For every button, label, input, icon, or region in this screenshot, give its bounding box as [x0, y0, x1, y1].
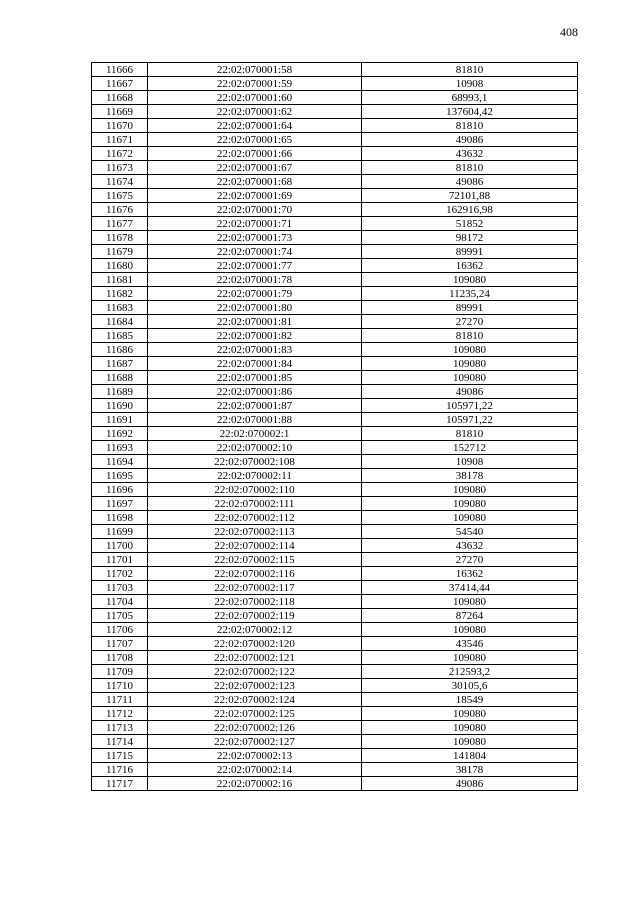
- cadastral-number-cell: 22:02:070001:80: [148, 301, 362, 315]
- row-number-cell: 11667: [92, 77, 148, 91]
- cadastral-number-cell: 22:02:070001:58: [148, 63, 362, 77]
- register-table: [91, 62, 578, 791]
- value-cell: 54540: [362, 525, 578, 539]
- table-row: [92, 623, 578, 637]
- value-cell: 27270: [362, 553, 578, 567]
- table-row: [92, 287, 578, 301]
- value-cell: 81810: [362, 161, 578, 175]
- row-number-cell: 11700: [92, 539, 148, 553]
- cadastral-number-cell: 22:02:070002:10: [148, 441, 362, 455]
- cadastral-number-cell: 22:02:070002:117: [148, 581, 362, 595]
- cadastral-number-cell: 22:02:070001:81: [148, 315, 362, 329]
- value-cell: 10908: [362, 455, 578, 469]
- table-row: [92, 343, 578, 357]
- cadastral-number-cell: 22:02:070001:74: [148, 245, 362, 259]
- cadastral-number-cell: 22:02:070001:67: [148, 161, 362, 175]
- table-row: [92, 273, 578, 287]
- value-cell: 43632: [362, 539, 578, 553]
- cadastral-number-cell: 22:02:070001:59: [148, 77, 362, 91]
- cadastral-number-cell: 22:02:070002:1: [148, 427, 362, 441]
- value-cell: 49086: [362, 133, 578, 147]
- row-number-cell: 11679: [92, 245, 148, 259]
- cadastral-number-cell: 22:02:070002:112: [148, 511, 362, 525]
- table-row: [92, 245, 578, 259]
- value-cell: 89991: [362, 301, 578, 315]
- cadastral-number-cell: 22:02:070002:127: [148, 735, 362, 749]
- cadastral-number-cell: 22:02:070002:113: [148, 525, 362, 539]
- value-cell: 30105,6: [362, 679, 578, 693]
- table-row: [92, 441, 578, 455]
- cadastral-number-cell: 22:02:070001:88: [148, 413, 362, 427]
- cadastral-number-cell: 22:02:070002:124: [148, 693, 362, 707]
- value-cell: 98172: [362, 231, 578, 245]
- table-row: [92, 539, 578, 553]
- value-cell: 38178: [362, 763, 578, 777]
- table-row: [92, 385, 578, 399]
- cadastral-number-cell: 22:02:070001:86: [148, 385, 362, 399]
- table-row: [92, 749, 578, 763]
- table-row: [92, 259, 578, 273]
- cadastral-number-cell: 22:02:070001:62: [148, 105, 362, 119]
- table-row: [92, 777, 578, 791]
- table-row: [92, 175, 578, 189]
- row-number-cell: 11705: [92, 609, 148, 623]
- row-number-cell: 11671: [92, 133, 148, 147]
- table-row: [92, 679, 578, 693]
- cadastral-number-cell: 22:02:070001:70: [148, 203, 362, 217]
- cadastral-number-cell: 22:02:070001:78: [148, 273, 362, 287]
- value-cell: 43546: [362, 637, 578, 651]
- register-table-body: [92, 63, 578, 791]
- cadastral-number-cell: 22:02:070001:84: [148, 357, 362, 371]
- table-row: [92, 511, 578, 525]
- row-number-cell: 11702: [92, 567, 148, 581]
- table-row: [92, 595, 578, 609]
- cadastral-number-cell: 22:02:070001:60: [148, 91, 362, 105]
- table-row: [92, 399, 578, 413]
- value-cell: 16362: [362, 567, 578, 581]
- cadastral-number-cell: 22:02:070002:13: [148, 749, 362, 763]
- table-row: [92, 119, 578, 133]
- cadastral-number-cell: 22:02:070001:85: [148, 371, 362, 385]
- table-row: [92, 301, 578, 315]
- cadastral-number-cell: 22:02:070001:68: [148, 175, 362, 189]
- table-row: [92, 693, 578, 707]
- row-number-cell: 11712: [92, 707, 148, 721]
- cadastral-number-cell: 22:02:070001:66: [148, 147, 362, 161]
- cadastral-number-cell: 22:02:070001:71: [148, 217, 362, 231]
- value-cell: 137604,42: [362, 105, 578, 119]
- cadastral-number-cell: 22:02:070001:77: [148, 259, 362, 273]
- value-cell: 37414,44: [362, 581, 578, 595]
- value-cell: 81810: [362, 119, 578, 133]
- table-row: [92, 763, 578, 777]
- cadastral-number-cell: 22:02:070002:125: [148, 707, 362, 721]
- table-row: [92, 133, 578, 147]
- cadastral-number-cell: 22:02:070002:16: [148, 777, 362, 791]
- cadastral-number-cell: 22:02:070002:111: [148, 497, 362, 511]
- cadastral-number-cell: 22:02:070002:119: [148, 609, 362, 623]
- row-number-cell: 11701: [92, 553, 148, 567]
- row-number-cell: 11676: [92, 203, 148, 217]
- table-row: [92, 567, 578, 581]
- row-number-cell: 11669: [92, 105, 148, 119]
- row-number-cell: 11670: [92, 119, 148, 133]
- cadastral-number-cell: 22:02:070002:116: [148, 567, 362, 581]
- row-number-cell: 11687: [92, 357, 148, 371]
- value-cell: 49086: [362, 777, 578, 791]
- row-number-cell: 11666: [92, 63, 148, 77]
- row-number-cell: 11699: [92, 525, 148, 539]
- cadastral-number-cell: 22:02:070002:123: [148, 679, 362, 693]
- value-cell: 43632: [362, 147, 578, 161]
- row-number-cell: 11695: [92, 469, 148, 483]
- table-row: [92, 161, 578, 175]
- cadastral-number-cell: 22:02:070002:14: [148, 763, 362, 777]
- value-cell: 11235,24: [362, 287, 578, 301]
- table-row: [92, 427, 578, 441]
- value-cell: 152712: [362, 441, 578, 455]
- cadastral-number-cell: 22:02:070002:12: [148, 623, 362, 637]
- table-row: [92, 665, 578, 679]
- cadastral-number-cell: 22:02:070002:108: [148, 455, 362, 469]
- cadastral-number-cell: 22:02:070002:120: [148, 637, 362, 651]
- row-number-cell: 11678: [92, 231, 148, 245]
- row-number-cell: 11689: [92, 385, 148, 399]
- value-cell: 162916,98: [362, 203, 578, 217]
- row-number-cell: 11714: [92, 735, 148, 749]
- table-row: [92, 469, 578, 483]
- row-number-cell: 11680: [92, 259, 148, 273]
- value-cell: 49086: [362, 175, 578, 189]
- value-cell: 81810: [362, 63, 578, 77]
- value-cell: 109080: [362, 511, 578, 525]
- row-number-cell: 11703: [92, 581, 148, 595]
- table-row: [92, 413, 578, 427]
- row-number-cell: 11677: [92, 217, 148, 231]
- value-cell: 109080: [362, 623, 578, 637]
- row-number-cell: 11709: [92, 665, 148, 679]
- table-row: [92, 147, 578, 161]
- row-number-cell: 11716: [92, 763, 148, 777]
- table-row: [92, 483, 578, 497]
- table-row: [92, 231, 578, 245]
- cadastral-number-cell: 22:02:070002:121: [148, 651, 362, 665]
- row-number-cell: 11696: [92, 483, 148, 497]
- table-row: [92, 581, 578, 595]
- value-cell: 109080: [362, 343, 578, 357]
- value-cell: 18549: [362, 693, 578, 707]
- value-cell: 109080: [362, 357, 578, 371]
- row-number-cell: 11691: [92, 413, 148, 427]
- row-number-cell: 11693: [92, 441, 148, 455]
- row-number-cell: 11690: [92, 399, 148, 413]
- row-number-cell: 11672: [92, 147, 148, 161]
- row-number-cell: 11685: [92, 329, 148, 343]
- table-row: [92, 455, 578, 469]
- row-number-cell: 11697: [92, 497, 148, 511]
- value-cell: 68993,1: [362, 91, 578, 105]
- table-row: [92, 553, 578, 567]
- row-number-cell: 11715: [92, 749, 148, 763]
- cadastral-number-cell: 22:02:070001:69: [148, 189, 362, 203]
- table-row: [92, 315, 578, 329]
- value-cell: 109080: [362, 721, 578, 735]
- value-cell: 89991: [362, 245, 578, 259]
- table-row: [92, 497, 578, 511]
- table-row: [92, 189, 578, 203]
- table-row: [92, 357, 578, 371]
- cadastral-number-cell: 22:02:070002:11: [148, 469, 362, 483]
- value-cell: 212593,2: [362, 665, 578, 679]
- cadastral-number-cell: 22:02:070001:79: [148, 287, 362, 301]
- page-number: 408: [560, 25, 578, 39]
- row-number-cell: 11694: [92, 455, 148, 469]
- value-cell: 109080: [362, 371, 578, 385]
- cadastral-number-cell: 22:02:070002:118: [148, 595, 362, 609]
- row-number-cell: 11706: [92, 623, 148, 637]
- row-number-cell: 11675: [92, 189, 148, 203]
- value-cell: 81810: [362, 329, 578, 343]
- value-cell: 105971,22: [362, 399, 578, 413]
- table-row: [92, 651, 578, 665]
- table-row: [92, 329, 578, 343]
- value-cell: 27270: [362, 315, 578, 329]
- value-cell: 10908: [362, 77, 578, 91]
- cadastral-number-cell: 22:02:070001:82: [148, 329, 362, 343]
- table-row: [92, 371, 578, 385]
- row-number-cell: 11682: [92, 287, 148, 301]
- table-row: [92, 735, 578, 749]
- table-row: [92, 105, 578, 119]
- table-row: [92, 721, 578, 735]
- value-cell: 109080: [362, 651, 578, 665]
- table-row: [92, 525, 578, 539]
- value-cell: 109080: [362, 735, 578, 749]
- cadastral-number-cell: 22:02:070001:65: [148, 133, 362, 147]
- row-number-cell: 11683: [92, 301, 148, 315]
- table-row: [92, 609, 578, 623]
- table-row: [92, 77, 578, 91]
- value-cell: 109080: [362, 595, 578, 609]
- cadastral-number-cell: 22:02:070002:110: [148, 483, 362, 497]
- table-row: [92, 637, 578, 651]
- value-cell: 109080: [362, 707, 578, 721]
- table-row: [92, 217, 578, 231]
- row-number-cell: 11673: [92, 161, 148, 175]
- value-cell: 72101,88: [362, 189, 578, 203]
- row-number-cell: 11686: [92, 343, 148, 357]
- cadastral-number-cell: 22:02:070001:64: [148, 119, 362, 133]
- value-cell: 87264: [362, 609, 578, 623]
- table-row: [92, 91, 578, 105]
- value-cell: 16362: [362, 259, 578, 273]
- row-number-cell: 11710: [92, 679, 148, 693]
- row-number-cell: 11684: [92, 315, 148, 329]
- value-cell: 109080: [362, 483, 578, 497]
- table-row: [92, 707, 578, 721]
- cadastral-number-cell: 22:02:070002:114: [148, 539, 362, 553]
- row-number-cell: 11681: [92, 273, 148, 287]
- cadastral-number-cell: 22:02:070002:122: [148, 665, 362, 679]
- table-row: [92, 203, 578, 217]
- row-number-cell: 11668: [92, 91, 148, 105]
- row-number-cell: 11711: [92, 693, 148, 707]
- table-row: [92, 63, 578, 77]
- row-number-cell: 11707: [92, 637, 148, 651]
- value-cell: 105971,22: [362, 413, 578, 427]
- value-cell: 38178: [362, 469, 578, 483]
- cadastral-number-cell: 22:02:070002:126: [148, 721, 362, 735]
- row-number-cell: 11717: [92, 777, 148, 791]
- cadastral-number-cell: 22:02:070001:73: [148, 231, 362, 245]
- row-number-cell: 11688: [92, 371, 148, 385]
- cadastral-number-cell: 22:02:070002:115: [148, 553, 362, 567]
- cadastral-number-cell: 22:02:070001:87: [148, 399, 362, 413]
- value-cell: 49086: [362, 385, 578, 399]
- row-number-cell: 11708: [92, 651, 148, 665]
- row-number-cell: 11713: [92, 721, 148, 735]
- value-cell: 141804: [362, 749, 578, 763]
- value-cell: 81810: [362, 427, 578, 441]
- row-number-cell: 11674: [92, 175, 148, 189]
- row-number-cell: 11698: [92, 511, 148, 525]
- cadastral-number-cell: 22:02:070001:83: [148, 343, 362, 357]
- row-number-cell: 11704: [92, 595, 148, 609]
- value-cell: 51852: [362, 217, 578, 231]
- value-cell: 109080: [362, 497, 578, 511]
- value-cell: 109080: [362, 273, 578, 287]
- row-number-cell: 11692: [92, 427, 148, 441]
